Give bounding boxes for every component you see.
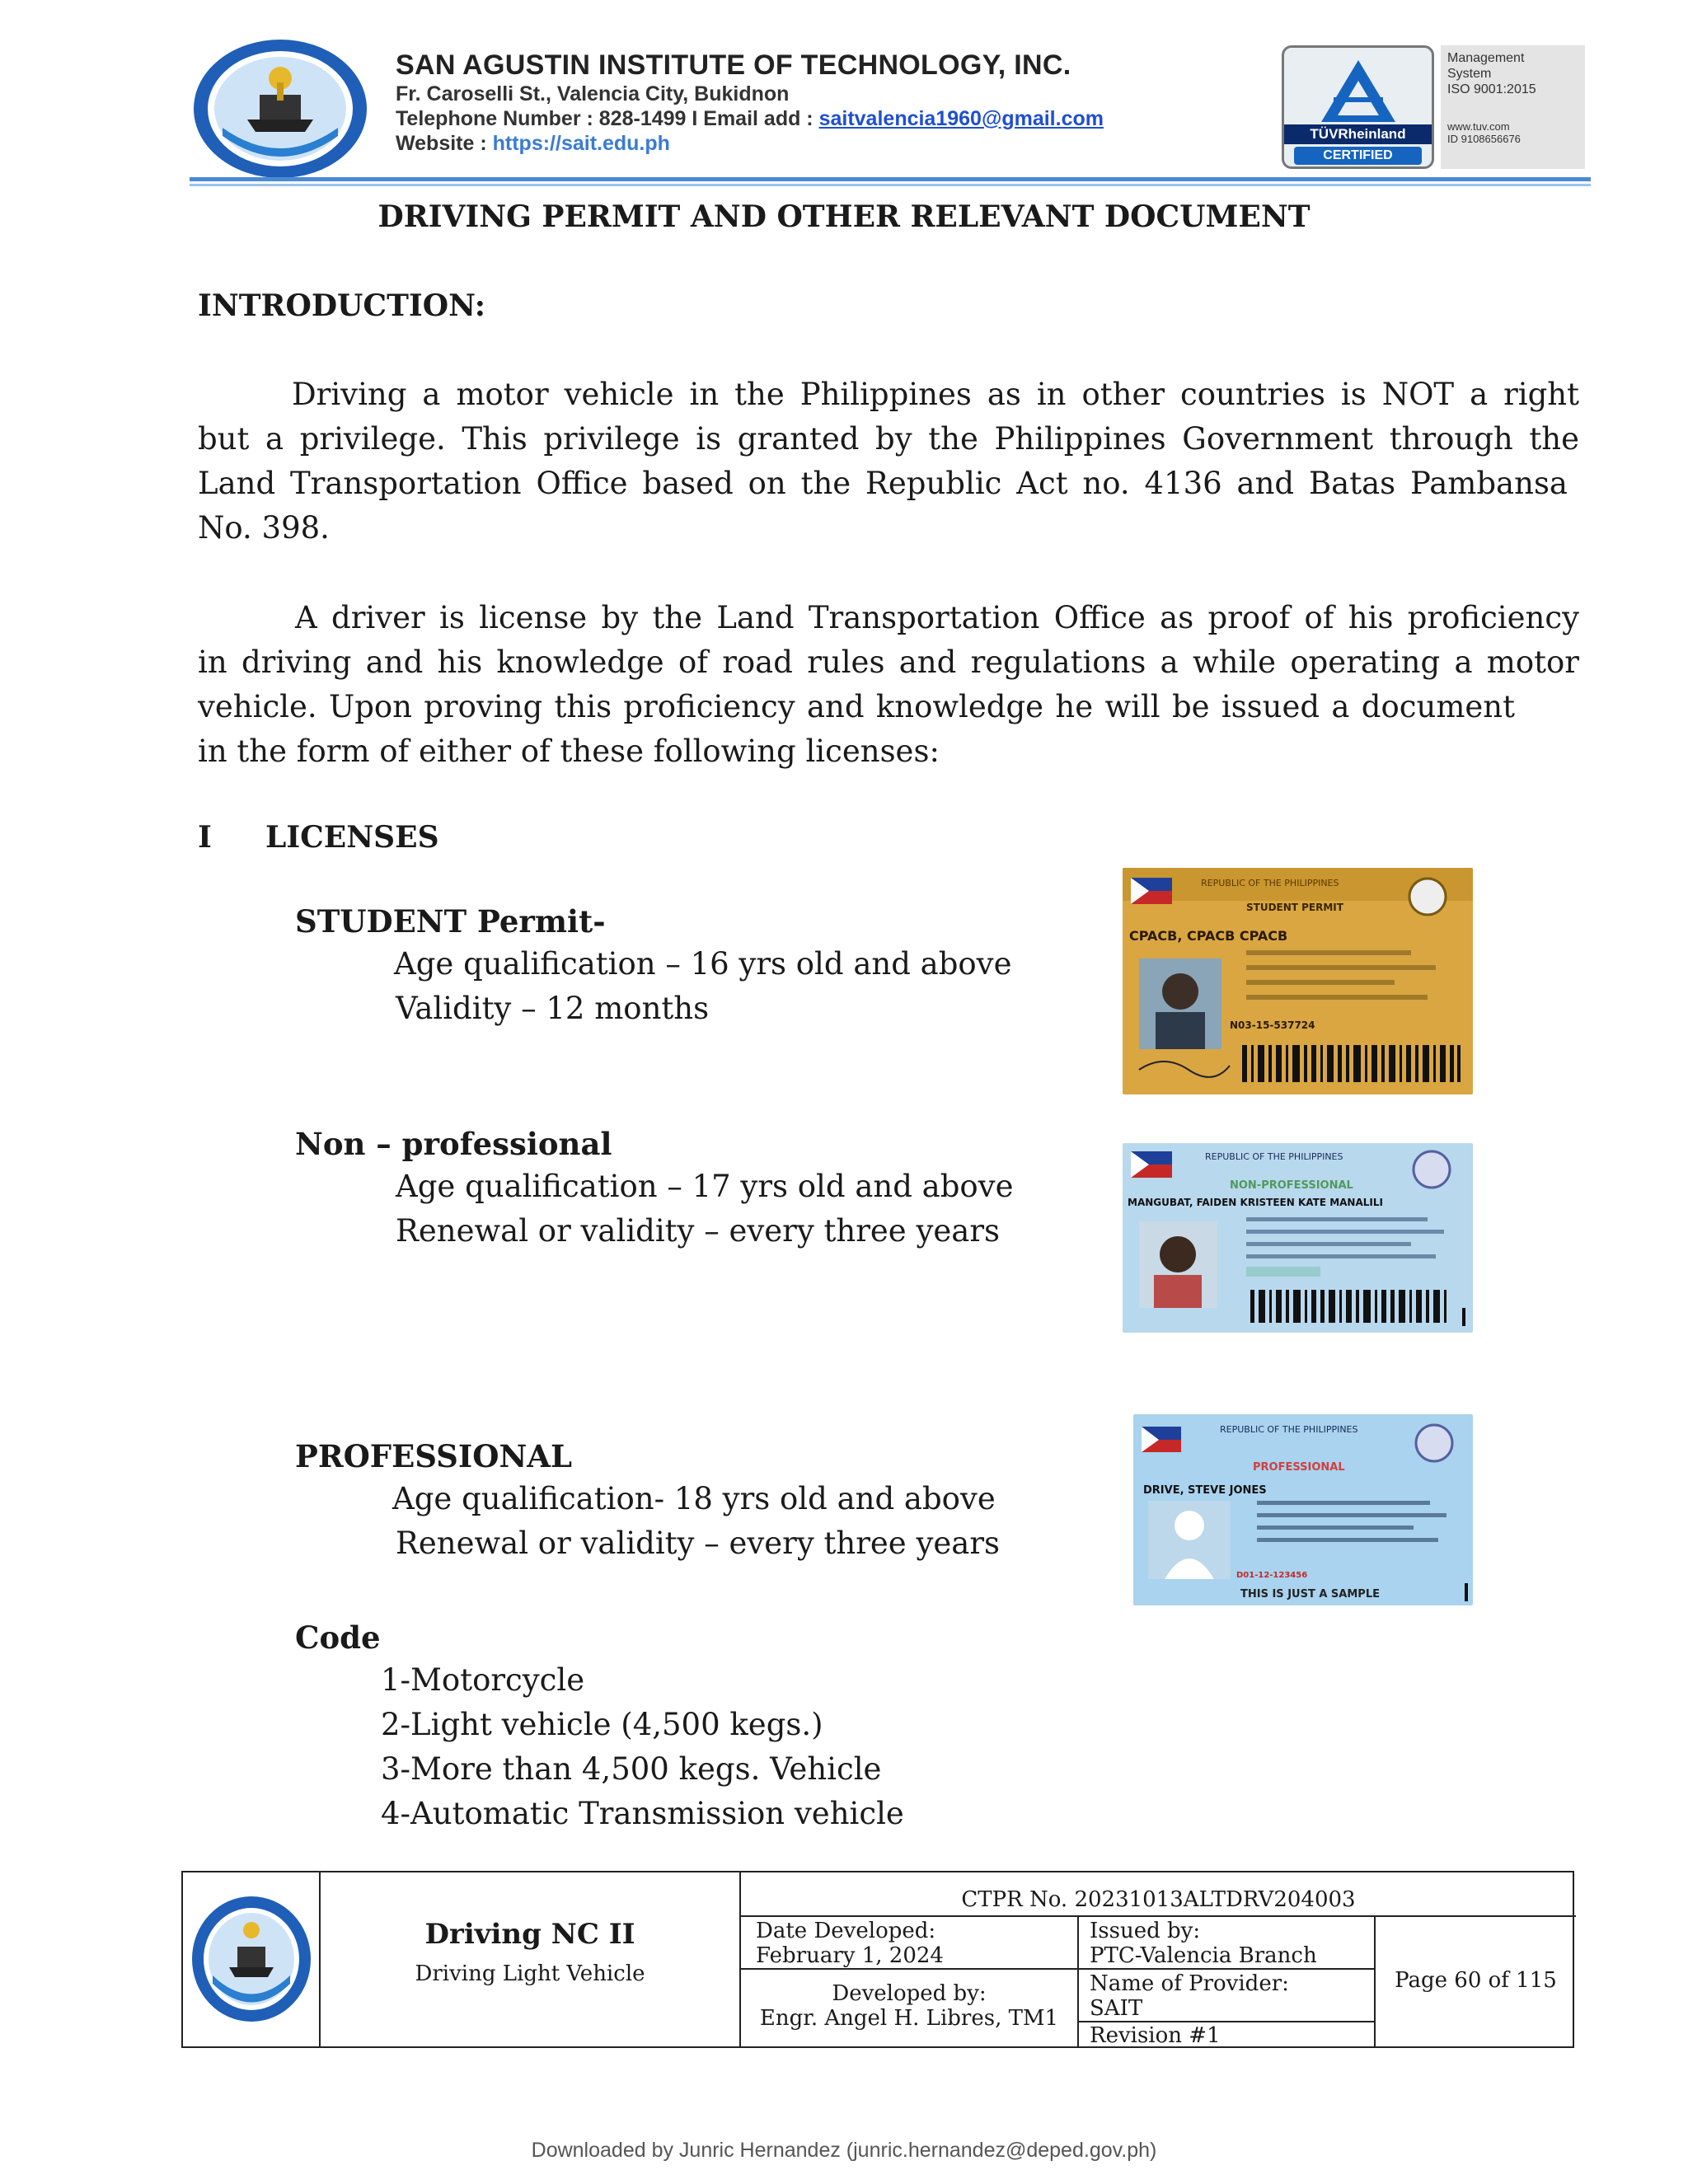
footer-issued-value: PTC-Valencia Branch xyxy=(1090,1943,1317,1968)
letterhead-rule-thin xyxy=(190,184,1591,186)
code-item: 4-Automatic Transmission vehicle xyxy=(381,1796,904,1831)
footer-developer-label: Developed by: xyxy=(832,1981,987,2006)
p1-line: No. 398. xyxy=(198,510,330,546)
nonpro-age-line: Age qualification – 17 yrs old and above xyxy=(396,1169,1014,1204)
footer-seal-logo xyxy=(190,1893,313,2025)
card-holder-name: DRIVE, STEVE JONES xyxy=(1143,1484,1267,1497)
intro-paragraph-2 xyxy=(198,596,1579,774)
card-number: N03-15-537724 xyxy=(1230,1019,1315,1031)
card-holder-name: CPACB, CPACB CPACB xyxy=(1129,928,1288,944)
footer-provider-label: Name of Provider: xyxy=(1090,1971,1289,1996)
document-title: DRIVING PERMIT AND OTHER RELEVANT DOCUMENT xyxy=(377,199,1311,234)
pro-validity-line: Renewal or validity – every three years xyxy=(396,1526,1000,1561)
mgmt-id: ID 9108656676 xyxy=(1447,133,1521,145)
card-type: PROFESSIONAL xyxy=(1253,1461,1345,1474)
email-link[interactable]: saitvalencia1960@gmail.com xyxy=(818,107,1104,130)
card-number: D01-12-123456 xyxy=(1236,1571,1308,1580)
tuv-certified-label: CERTIFIED xyxy=(1294,147,1422,165)
code-item: 1-Motorcycle xyxy=(381,1662,585,1698)
card-sample-text: THIS IS JUST A SAMPLE xyxy=(1240,1588,1380,1601)
pro-license-card-image xyxy=(1133,1414,1473,1605)
tuv-brand: TÜVRheinland xyxy=(1284,124,1432,144)
section-title: LICENSES xyxy=(265,820,439,855)
letterhead-rule xyxy=(190,177,1591,181)
school-contact xyxy=(396,106,1104,131)
card-header: REPUBLIC OF THE PHILIPPINES xyxy=(1220,1424,1358,1435)
school-seal-logo xyxy=(190,37,371,181)
code-item: 2-Light vehicle (4,500 kegs.) xyxy=(381,1707,823,1742)
pro-age-line: Age qualification- 18 yrs old and above xyxy=(392,1481,996,1516)
nonpro-license-card-image xyxy=(1123,1143,1473,1333)
footer-course-title: Driving NC II xyxy=(424,1918,635,1951)
nonpro-license-title: Non – professional xyxy=(295,1126,612,1162)
p2-line: vehicle. Upon proving this proficiency and knowledge he will be issued a document xyxy=(198,689,1515,724)
code-title: Code xyxy=(295,1619,381,1656)
footer-table xyxy=(181,1871,1574,2048)
school-website xyxy=(396,131,1104,156)
mgmt-line1: Management xyxy=(1447,51,1525,65)
tuv-certified-logo xyxy=(1282,45,1434,169)
footer-date-label: Date Developed: xyxy=(756,1919,936,1943)
phone-label: Telephone Number : 828-1499 I Email add : xyxy=(396,107,819,130)
school-name: SAN AGUSTIN INSTITUTE OF TECHNOLOGY, INC. xyxy=(396,49,1071,81)
card-header: REPUBLIC OF THE PHILIPPINES xyxy=(1201,878,1339,888)
student-permit-title: STUDENT Permit- xyxy=(295,903,606,940)
p2-line: in the form of either of these following licenses: xyxy=(198,733,940,769)
p2-line: A driver is license by the Land Transportation Office as proof of his proficiency xyxy=(295,600,1579,635)
card-type: STUDENT PERMIT xyxy=(1246,902,1343,913)
code-item: 3-More than 4,500 kegs. Vehicle xyxy=(381,1751,882,1787)
card-type: NON-PROFESSIONAL xyxy=(1230,1179,1353,1192)
footer-revision: Revision #1 xyxy=(1090,2023,1221,2048)
mgmt-line3: ISO 9001:2015 xyxy=(1447,82,1536,96)
footer-provider-value: SAIT xyxy=(1090,1996,1143,2021)
mgmt-line2: System xyxy=(1447,67,1492,81)
mgmt-url: www.tuv.com xyxy=(1447,120,1510,133)
section-number: I xyxy=(198,820,212,855)
footer-date-value: February 1, 2024 xyxy=(756,1943,944,1968)
student-permit-card-image xyxy=(1123,868,1473,1094)
footer-ctpr-number: CTPR No. 20231013ALTDRV204003 xyxy=(961,1887,1356,1912)
letterhead xyxy=(190,33,1591,190)
footer-issued-label: Issued by: xyxy=(1090,1919,1201,1943)
footer-developer-value: Engr. Angel H. Libres, TM1 xyxy=(759,2006,1059,2031)
tuv-triangle-icon xyxy=(1317,56,1400,126)
website-label: Website : xyxy=(396,132,493,155)
student-validity-line: Validity – 12 months xyxy=(396,991,710,1026)
management-system-box xyxy=(1441,45,1585,169)
school-address: Fr. Caroselli St., Valencia City, Bukidnon xyxy=(396,82,790,105)
nonpro-validity-line: Renewal or validity – every three years xyxy=(396,1213,1000,1249)
intro-paragraph-1 xyxy=(198,373,1579,551)
p1-line: Land Transportation Office based on the Republic Act no. 4136 and Batas Pambansa xyxy=(198,466,1568,501)
website-link[interactable]: https://sait.edu.ph xyxy=(492,132,670,155)
letterhead-text xyxy=(396,49,1104,156)
card-holder-name: MANGUBAT, FAIDEN KRISTEEN KATE MANALILI xyxy=(1128,1197,1383,1208)
p2-line: in driving and his knowledge of road rules and regulations a while operating a motor xyxy=(198,644,1579,680)
footer-course-subtitle: Driving Light Vehicle xyxy=(415,1961,645,1986)
card-header: REPUBLIC OF THE PHILIPPINES xyxy=(1205,1151,1343,1162)
p1-line: but a privilege. This privilege is granted by the Philippines Government through the xyxy=(198,421,1579,457)
footer-page-number: Page 60 of 115 xyxy=(1395,1968,1557,1993)
intro-heading: INTRODUCTION: xyxy=(198,288,485,323)
p1-line: Driving a motor vehicle in the Philippines as in other countries is NOT a right xyxy=(292,377,1579,412)
student-age-line: Age qualification – 16 yrs old and above xyxy=(394,946,1012,982)
download-note: Downloaded by Junric Hernandez (junric.hernandez@deped.gov.ph) xyxy=(531,2139,1157,2162)
pro-license-title: PROFESSIONAL xyxy=(295,1438,572,1474)
